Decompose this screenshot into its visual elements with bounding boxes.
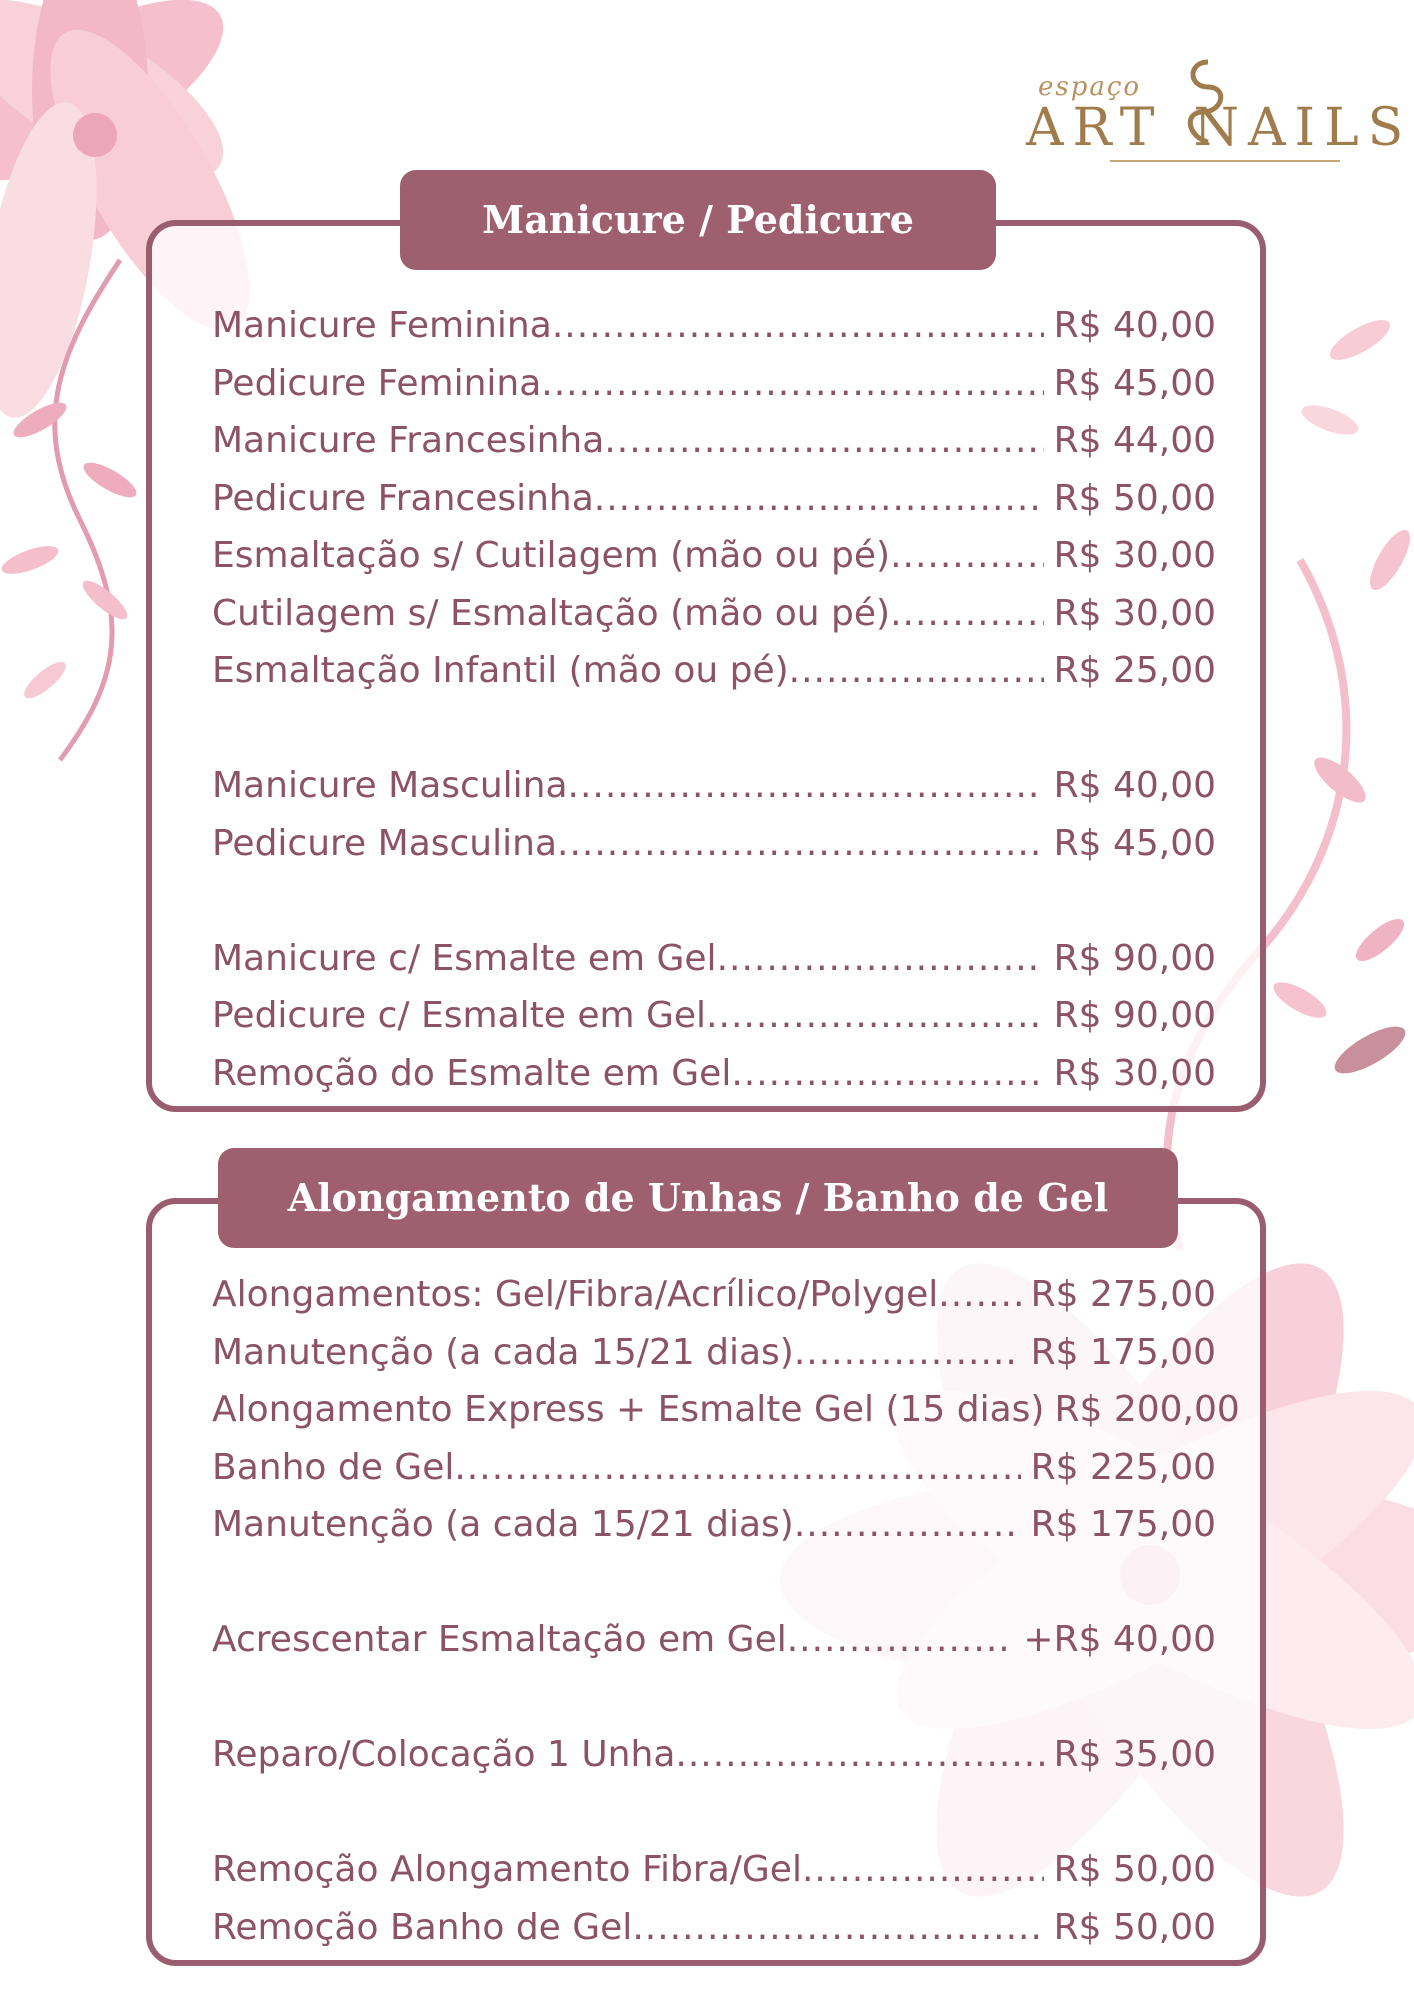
dot-leader — [632, 1907, 1043, 1948]
service-price: R$ 45,00 — [1053, 362, 1216, 404]
service-name: Pedicure c/ Esmalte em Gel — [212, 995, 707, 1037]
logo-wordmark — [1026, 98, 1412, 158]
dot-leader — [890, 593, 1044, 634]
group-spacer — [212, 872, 1216, 930]
service-name: Esmaltação s/ Cutilagem (mão ou pé) — [212, 535, 891, 577]
service-name: Manutenção (a cada 15/21 dias) — [212, 1504, 794, 1546]
service-price: R$ 50,00 — [1053, 1849, 1216, 1891]
service-name: Manicure Feminina — [212, 305, 552, 347]
service-price: R$ 40,00 — [1053, 305, 1216, 347]
dot-leader — [604, 420, 1043, 461]
dot-leader — [568, 765, 1044, 806]
price-row — [212, 470, 1216, 528]
service-name: Alongamentos: Gel/Fibra/Acrílico/Polygel — [212, 1274, 939, 1316]
section-title-alongamento: Alongamento de Unhas / Banho de Gel — [218, 1148, 1178, 1248]
service-name: Remoção do Esmalte em Gel — [212, 1052, 732, 1094]
service-name: Pedicure Francesinha — [212, 477, 594, 519]
service-price: R$ 40,00 — [1053, 765, 1216, 807]
price-row — [212, 355, 1216, 413]
service-price: +R$ 40,00 — [1023, 1619, 1216, 1661]
price-row — [212, 987, 1216, 1045]
price-row — [212, 1899, 1216, 1957]
price-row — [212, 1726, 1216, 1784]
price-row — [212, 1381, 1240, 1439]
dot-leader — [675, 1734, 1043, 1775]
price-row — [212, 1841, 1216, 1899]
service-price: R$ 90,00 — [1053, 995, 1216, 1037]
service-price: R$ 90,00 — [1053, 937, 1216, 979]
service-name: Manicure Francesinha — [212, 420, 605, 462]
dot-leader — [789, 650, 1044, 691]
service-price: R$ 50,00 — [1053, 1906, 1216, 1948]
logo-tagline: espaço — [1038, 72, 1142, 102]
alongamento-price-list — [212, 1266, 1240, 1956]
dot-leader — [794, 1504, 1021, 1545]
price-row — [212, 585, 1216, 643]
brand-logo — [1020, 52, 1413, 172]
service-price: R$ 200,00 — [1054, 1389, 1240, 1431]
service-price: R$ 175,00 — [1030, 1331, 1216, 1373]
price-row — [212, 1324, 1216, 1382]
service-price: R$ 30,00 — [1053, 1052, 1216, 1094]
service-name: Esmaltação Infantil (mão ou pé) — [212, 650, 789, 692]
dot-leader — [557, 823, 1044, 864]
dot-leader — [731, 1053, 1043, 1094]
price-row — [212, 297, 1216, 355]
dot-leader — [717, 938, 1044, 979]
service-price: R$ 50,00 — [1053, 477, 1216, 519]
dot-leader — [454, 1447, 1020, 1488]
dot-leader — [890, 535, 1044, 576]
logo-underline — [1110, 160, 1340, 162]
service-price: R$ 25,00 — [1053, 650, 1216, 692]
group-spacer — [212, 700, 1216, 758]
section-title-manicure-pedicure: Manicure / Pedicure — [400, 170, 996, 270]
dot-leader — [938, 1274, 1020, 1315]
service-name: Pedicure Masculina — [212, 822, 558, 864]
service-name: Cutilagem s/ Esmaltação (mão ou pé) — [212, 592, 891, 634]
service-name: Reparo/Colocação 1 Unha — [212, 1734, 676, 1776]
dot-leader — [594, 478, 1044, 519]
dot-leader — [541, 363, 1043, 404]
dot-leader — [787, 1619, 1014, 1660]
service-name: Remoção Alongamento Fibra/Gel — [212, 1849, 802, 1891]
dot-leader — [802, 1849, 1044, 1890]
service-name: Pedicure Feminina — [212, 362, 542, 404]
group-spacer — [212, 1784, 1216, 1842]
dot-leader — [552, 305, 1044, 346]
price-row — [212, 642, 1216, 700]
service-price: R$ 30,00 — [1053, 592, 1216, 634]
service-price: R$ 30,00 — [1053, 535, 1216, 577]
price-row — [212, 930, 1216, 988]
service-name: Acrescentar Esmaltação em Gel — [212, 1619, 787, 1661]
price-row — [212, 1439, 1216, 1497]
service-name: Banho de Gel — [212, 1446, 455, 1488]
manicure-pedicure-price-list — [212, 297, 1216, 1102]
price-row — [212, 815, 1216, 873]
price-row — [212, 1045, 1216, 1103]
logo-word-nails: NAILS — [1193, 98, 1413, 158]
group-spacer — [212, 1669, 1216, 1727]
price-row — [212, 1611, 1216, 1669]
service-price: R$ 175,00 — [1030, 1504, 1216, 1546]
price-row — [212, 412, 1216, 470]
price-row — [212, 757, 1216, 815]
service-name: Manicure Masculina — [212, 765, 568, 807]
service-price: R$ 225,00 — [1030, 1446, 1216, 1488]
dot-leader — [794, 1332, 1021, 1373]
logo-word-art: ART — [1026, 98, 1164, 158]
service-price: R$ 35,00 — [1053, 1734, 1216, 1776]
service-price: R$ 44,00 — [1053, 420, 1216, 462]
service-name: Remoção Banho de Gel — [212, 1906, 633, 1948]
group-spacer — [212, 1554, 1216, 1612]
service-name: Alongamento Express + Esmalte Gel (15 dias) — [212, 1389, 1045, 1431]
service-price: R$ 275,00 — [1030, 1274, 1216, 1316]
price-row — [212, 1496, 1216, 1554]
service-name: Manutenção (a cada 15/21 dias) — [212, 1331, 794, 1373]
service-name: Manicure c/ Esmalte em Gel — [212, 937, 717, 979]
price-row — [212, 527, 1216, 585]
dot-leader — [706, 995, 1044, 1036]
service-price: R$ 45,00 — [1053, 822, 1216, 864]
price-row — [212, 1266, 1216, 1324]
